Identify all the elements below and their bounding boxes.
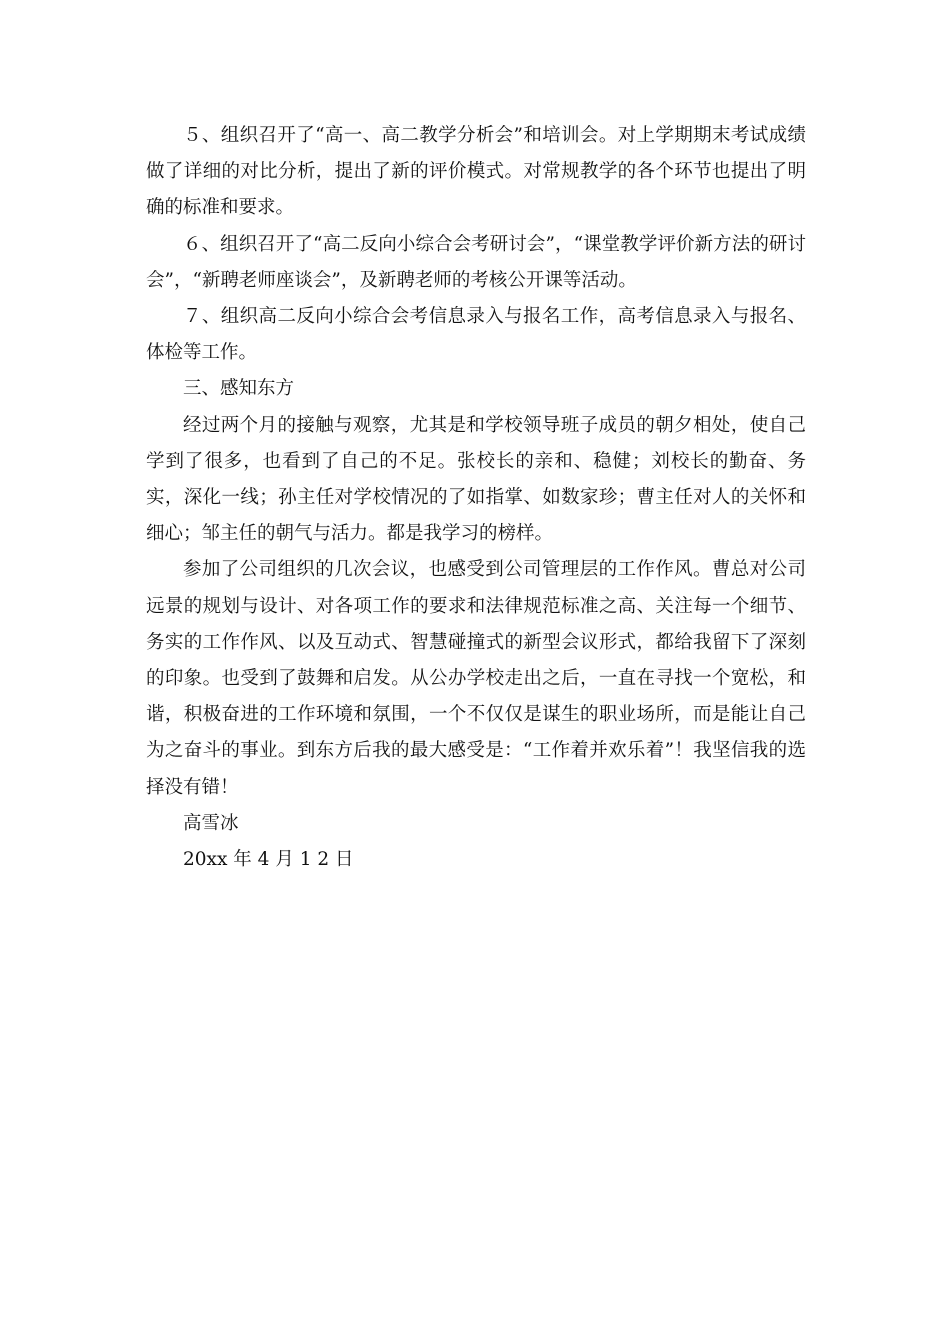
paragraph-observation: 经过两个月的接触与观察，尤其是和学校领导班子成员的朝夕相处，使自己学到了很多，也看到了自己的不足。张校长的亲和、稳健；刘校长的勤奋、务实，深化一线；孙主任对学校情况的了如指掌、如数家珍；曹主任对人的关怀和细心；邹主任的朝气与活力。都是我学习的榜样。 (146, 414, 806, 545)
date: 20xx 年 4 月 1 2 日 (183, 849, 354, 871)
paragraph-item-6: ６、组织召开了“高二反向小综合会考研讨会”，“课堂教学评价新方法的研讨会”，“新聘老师座谈会”，及新聘老师的考核公开课等活动。 (146, 233, 806, 291)
document-page (146, 118, 806, 878)
section-heading: 三、感知东方 (183, 378, 295, 400)
paragraph-item-5: ５、组织召开了“高一、高二教学分析会”和培训会。对上学期期末考试成绩做了详细的对比分析，提出了新的评价模式。对常规教学的各个环节也提出了明确的标准和要求。 (146, 125, 806, 219)
paragraph-item-7: ７、组织高二反向小综合会考信息录入与报名工作，高考信息录入与报名、体检等工作。 (146, 306, 806, 364)
paragraph-company-meetings: 参加了公司组织的几次会议，也感受到公司管理层的工作作风。曹总对公司远景的规划与设计、对各项工作的要求和法律规范标准之高、关注每一个细节、务实的工作作风、以及互动式、智慧碰撞式的新型会议形式，都给我留下了深刻的印象。也受到了鼓舞和启发。从公办学校走出之后，一直在寻找一个宽松，和谐，积极奋进的工作环境和氛围，一个不仅仅是谋生的职业场所，而是能让自己为之奋斗的事业。到东方后我的最大感受是：“工作着并欢乐着”！我坚信我的选择没有错！ (146, 559, 806, 798)
signature: 高雪冰 (183, 812, 239, 834)
